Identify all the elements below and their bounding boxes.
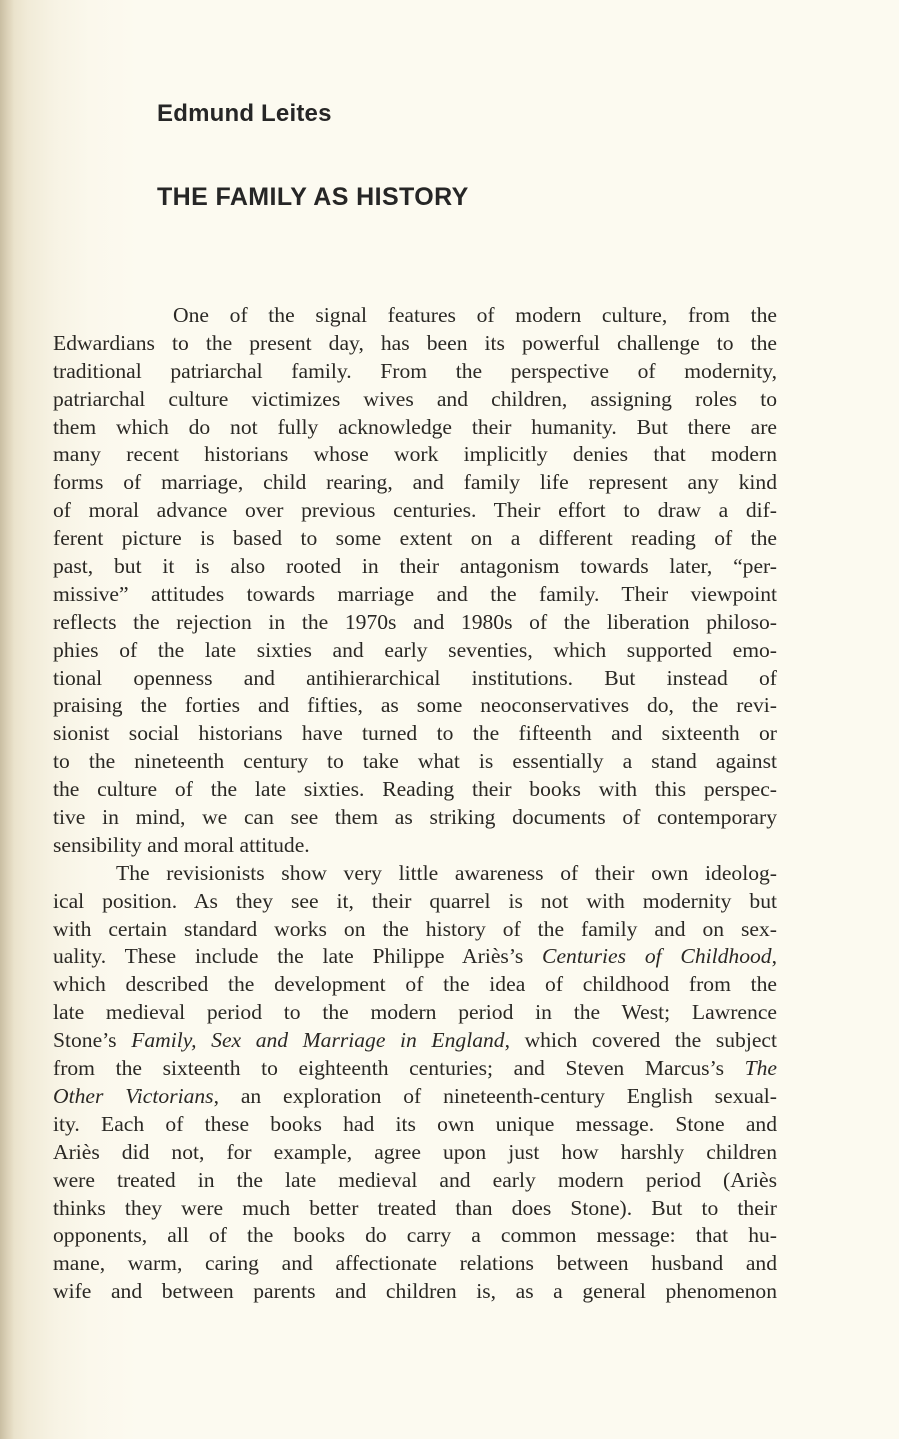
text-run: past, but it is also rooted in their antagonism towards later, “per- — [53, 554, 777, 579]
book-title-italic: Other Victorians — [53, 1083, 214, 1108]
text-line — [53, 720, 777, 748]
text-line — [53, 776, 777, 804]
text-run: ity. Each of these books had its own unique message. Stone and — [53, 1111, 777, 1136]
text-line — [53, 1222, 777, 1250]
text-line — [53, 1250, 777, 1278]
book-title-italic: Family, Sex and Marriage in England — [131, 1028, 505, 1053]
text-run: , — [771, 944, 778, 969]
text-line — [53, 1139, 777, 1167]
text-line — [53, 1027, 777, 1055]
text-run: which described the development of the idea of childhood from the — [53, 972, 777, 997]
text-run: thinks they were much better treated than does Stone). But to their — [53, 1195, 777, 1220]
text-run: traditional patriarchal family. From the perspective of modernity, — [53, 358, 777, 383]
text-line — [53, 860, 777, 888]
book-gutter-shadow — [0, 0, 14, 1439]
text-line — [53, 971, 777, 999]
text-line — [53, 804, 777, 832]
text-run: forms of marriage, child rearing, and family life represent any kind — [53, 470, 777, 495]
text-run: many recent historians whose work implicitly denies that modern — [53, 442, 777, 467]
text-line — [53, 692, 777, 720]
text-run: tive in mind, we can see them as striking documents of contemporary — [53, 805, 777, 830]
paragraph — [53, 302, 777, 860]
text-line — [53, 1195, 777, 1223]
text-line — [53, 386, 777, 414]
text-line — [53, 609, 777, 637]
text-run: ferent picture is based to some extent on a different reading of the — [53, 526, 777, 551]
text-run: reflects the rejection in the 1970s and 1980s of the liberation philoso- — [53, 609, 777, 634]
text-run: of moral advance over previous centuries. Their effort to draw a dif- — [53, 498, 777, 523]
chapter-body — [53, 302, 777, 1306]
text-line — [53, 581, 777, 609]
text-run: Edwardians to the present day, has been its powerful challenge to the — [53, 330, 777, 355]
text-line — [53, 832, 777, 860]
text-line — [53, 441, 777, 469]
text-run: sionist social historians have turned to the fifteenth and sixteenth or — [53, 721, 777, 746]
text-run: missive” attitudes towards marriage and the family. Their viewpoint — [53, 581, 777, 606]
text-run: Ariès did not, for example, agree upon just how harshly children — [53, 1139, 777, 1164]
text-run: Stone’s — [53, 1028, 132, 1053]
text-line — [53, 1055, 777, 1083]
text-run: with certain standard works on the history of the family and on sex- — [53, 916, 777, 941]
text-line — [53, 553, 777, 581]
text-line — [53, 497, 777, 525]
text-run: praising the forties and fifties, as some neoconservatives do, the revi- — [53, 693, 777, 718]
text-line — [53, 469, 777, 497]
text-run: to the nineteenth century to take what is essentially a stand against — [53, 749, 777, 774]
text-run: ical position. As they see it, their quarrel is not with modernity but — [53, 888, 777, 913]
text-line — [53, 999, 777, 1027]
text-run: mane, warm, caring and affectionate relations between husband and — [53, 1251, 777, 1276]
text-line — [53, 943, 777, 971]
text-run: opponents, all of the books do carry a common message: that hu- — [53, 1223, 777, 1248]
text-line — [53, 330, 777, 358]
text-line — [53, 1278, 777, 1306]
text-line — [53, 525, 777, 553]
text-line — [53, 1167, 777, 1195]
text-line — [53, 916, 777, 944]
text-run: the culture of the late sixties. Reading their books with this perspec- — [53, 777, 777, 802]
text-run: , an exploration of nineteenth-century English sexual- — [213, 1083, 777, 1108]
text-line — [53, 637, 777, 665]
text-run: from the sixteenth to eighteenth centuries; and Steven Marcus’s — [53, 1056, 745, 1081]
book-title-italic: The — [744, 1056, 777, 1081]
text-run: patriarchal culture victimizes wives and children, assigning roles to — [53, 386, 777, 411]
text-run: tional openness and antihierarchical institutions. But instead of — [53, 665, 777, 690]
text-line — [53, 302, 777, 330]
text-line — [53, 748, 777, 776]
text-run: , which covered the subject — [504, 1028, 777, 1053]
text-run: them which do not fully acknowledge their humanity. But there are — [53, 414, 777, 439]
text-run: uality. These include the late Philippe Ariès’s — [53, 944, 543, 969]
text-line — [53, 1083, 777, 1111]
text-line — [53, 1111, 777, 1139]
text-run: wife and between parents and children is, as a general phenomenon — [53, 1279, 777, 1304]
text-run: sensibility and moral attitude. — [53, 832, 310, 857]
text-line — [53, 358, 777, 386]
text-line — [53, 414, 777, 442]
text-line — [53, 665, 777, 693]
text-run: The revisionists show very little awareness of their own ideolog- — [116, 860, 777, 885]
text-line — [53, 888, 777, 916]
text-run: phies of the late sixties and early seventies, which supported emo- — [53, 637, 777, 662]
book-title-italic: Centuries of Childhood — [542, 944, 772, 969]
paragraph — [53, 860, 777, 1306]
text-run: One of the signal features of modern culture, from the — [173, 303, 777, 327]
chapter-title: THE FAMILY AS HISTORY — [157, 183, 469, 211]
text-run: late medieval period to the modern period in the West; Lawrence — [53, 1000, 777, 1025]
chapter-author: Edmund Leites — [157, 100, 332, 127]
text-run: were treated in the late medieval and early modern period (Ariès — [53, 1167, 777, 1192]
